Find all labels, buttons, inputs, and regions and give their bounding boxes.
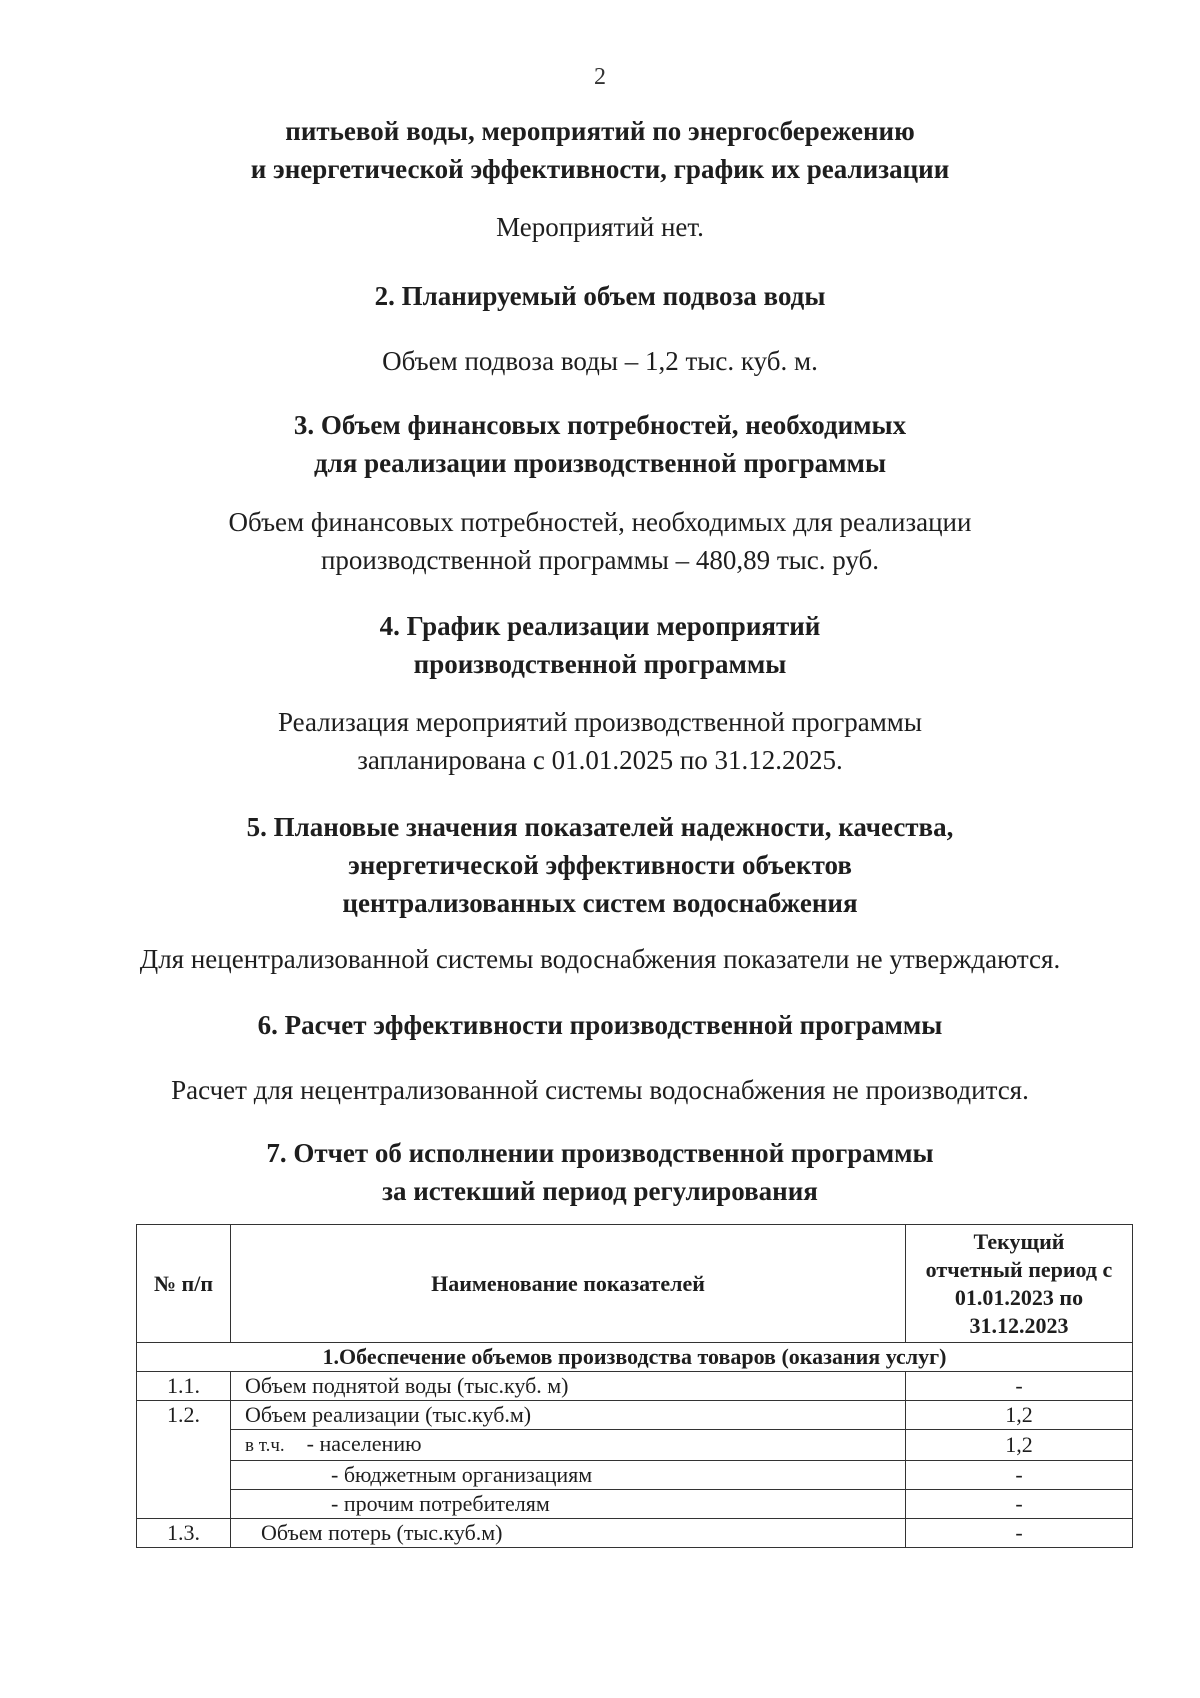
- row-num: [137, 1490, 231, 1519]
- table-header-row: [137, 1225, 1133, 1343]
- header-period-line1: Текущий: [973, 1228, 1065, 1254]
- row-value: 1,2: [906, 1430, 1133, 1461]
- section5-text: Для нецентрализованной системы водоснабжения показатели не утверждаются.: [139, 944, 1061, 974]
- row-value: -: [906, 1490, 1133, 1519]
- header-period-line3: 01.01.2023 по: [954, 1284, 1084, 1310]
- report-table: [136, 1224, 1133, 1548]
- section7-heading-line2: за истекший период регулирования: [382, 1176, 818, 1206]
- intro-text: Мероприятий нет.: [496, 212, 704, 242]
- row-num: [137, 1430, 231, 1461]
- section2-text: Объем подвоза воды – 1,2 тыс. куб. м.: [382, 346, 818, 376]
- row-name: - прочим потребителям: [231, 1490, 906, 1519]
- table-section-row: [137, 1343, 1133, 1372]
- row-num: [137, 1461, 231, 1490]
- page-number: 2: [594, 64, 606, 90]
- header-period-line4: 31.12.2023: [969, 1312, 1069, 1338]
- table-row: [137, 1490, 1133, 1519]
- row-name: - населению: [306, 1431, 422, 1456]
- row-num: 1.1.: [137, 1372, 231, 1401]
- intro-heading: [0, 112, 1200, 188]
- row-name: Объем потерь (тыс.куб.м): [231, 1519, 906, 1548]
- row-value: -: [906, 1461, 1133, 1490]
- row-num: 1.2.: [137, 1401, 231, 1430]
- section4-text-line2: запланирована с 01.01.2025 по 31.12.2025.: [357, 745, 843, 775]
- row-name: Объем поднятой воды (тыс.куб. м): [231, 1372, 906, 1401]
- section5-heading: [0, 808, 1200, 922]
- section5-heading-line1: 5. Плановые значения показателей надежности, качества,: [246, 812, 954, 842]
- section7-heading: [0, 1134, 1200, 1210]
- table-row: [137, 1461, 1133, 1490]
- section4-text-line1: Реализация мероприятий производственной программы: [277, 707, 923, 737]
- section3-text: [0, 503, 1200, 579]
- section6-text: Расчет для нецентрализованной системы водоснабжения не производится.: [171, 1075, 1029, 1105]
- row-value: -: [906, 1519, 1133, 1548]
- header-name: Наименование показателей: [231, 1225, 906, 1343]
- section2-heading: 2. Планируемый объем подвоза воды: [374, 281, 826, 311]
- section3-text-line2: производственной программы – 480,89 тыс. руб.: [320, 545, 880, 575]
- section3-heading-line2: для реализации производственной программы: [313, 448, 887, 478]
- header-num: № п/п: [137, 1225, 231, 1343]
- header-period: [906, 1225, 1133, 1343]
- table-row: [137, 1519, 1133, 1548]
- section5-heading-line3: централизованных систем водоснабжения: [342, 888, 858, 918]
- section4-heading-line2: производственной программы: [413, 649, 787, 679]
- table-row: [137, 1372, 1133, 1401]
- section6-heading: 6. Расчет эффективности производственной программы: [257, 1010, 943, 1040]
- section3-heading: [0, 406, 1200, 482]
- intro-heading-line2: и энергетической эффективности, график их реализации: [250, 154, 950, 184]
- section7-heading-line1: 7. Отчет об исполнении производственной программы: [266, 1138, 934, 1168]
- row-num: 1.3.: [137, 1519, 231, 1548]
- row-name-cell: [231, 1430, 906, 1461]
- row-prefix: в т.ч.: [245, 1435, 285, 1456]
- section5-heading-line2: энергетической эффективности объектов: [348, 850, 852, 880]
- row-value: -: [906, 1372, 1133, 1401]
- section4-text: [0, 703, 1200, 779]
- table-row: [137, 1430, 1133, 1461]
- section3-heading-line1: 3. Объем финансовых потребностей, необходимых: [293, 410, 907, 440]
- intro-heading-line1: питьевой воды, мероприятий по энергосбережению: [285, 116, 915, 146]
- table-row: [137, 1401, 1133, 1430]
- row-name: Объем реализации (тыс.куб.м): [231, 1401, 906, 1430]
- section3-text-line1: Объем финансовых потребностей, необходимых для реализации: [228, 507, 972, 537]
- row-name: - бюджетным организациям: [231, 1461, 906, 1490]
- section4-heading-line1: 4. График реализации мероприятий: [379, 611, 821, 641]
- row-value: 1,2: [906, 1401, 1133, 1430]
- header-period-line2: отчетный период с: [925, 1256, 1113, 1282]
- section4-heading: [0, 607, 1200, 683]
- table-section-title: 1.Обеспечение объемов производства товаров (оказания услуг): [137, 1343, 1133, 1372]
